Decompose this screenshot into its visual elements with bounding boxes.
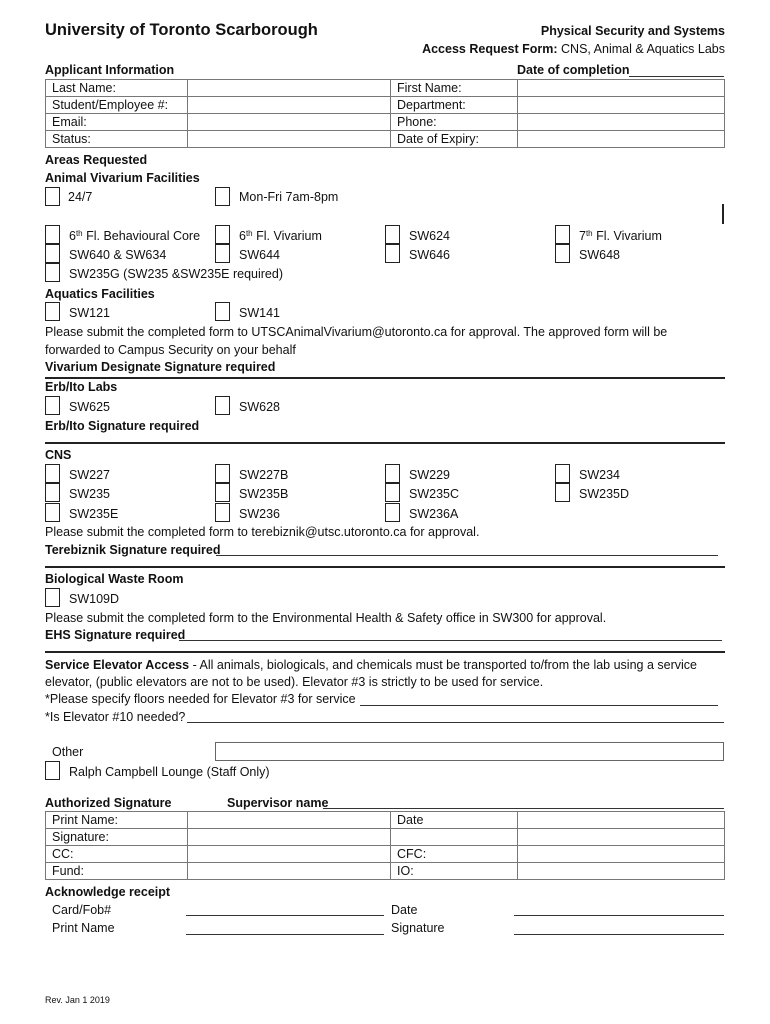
ack-signature-field[interactable] (514, 922, 724, 935)
vivarium-7-label (579, 230, 662, 244)
table-row (46, 131, 725, 148)
cfc-label: CFC: (391, 846, 518, 863)
checkbox-sw624[interactable] (385, 225, 400, 244)
status-label: Status: (46, 131, 188, 148)
checkbox-6th-vivarium[interactable] (215, 225, 230, 244)
bio-submit-text: Please submit the completed form to the Environmental Health & Safety office in SW300 for approval. (45, 611, 607, 625)
applicant-heading: Applicant Information (45, 63, 175, 77)
behavioural-core-label (69, 230, 200, 244)
department-field[interactable] (518, 97, 725, 114)
viv7-num: 7 (579, 229, 586, 243)
animal-heading: Animal Vivarium Facilities (45, 171, 200, 185)
vivarium-submit-line1: Please submit the completed form to UTSCAnimalVivarium@utoronto.ca for approval. The approved form will be (45, 325, 668, 339)
elevator3-question: *Please specify floors needed for Elevator #3 for service (45, 692, 356, 706)
supervisor-field[interactable] (323, 796, 724, 809)
checkbox-sw235g[interactable] (45, 263, 60, 282)
sw628-label: SW628 (239, 400, 280, 414)
divider (45, 651, 725, 653)
checkbox-sw644[interactable] (215, 244, 230, 263)
phone-field[interactable] (518, 114, 725, 131)
other-label: Other (52, 745, 84, 759)
authorized-heading: Authorized Signature (45, 796, 172, 810)
ack-date-label: Date (391, 903, 418, 917)
cc-field[interactable] (188, 846, 391, 863)
elevator10-question: *Is Elevator #10 needed? (45, 710, 186, 724)
checkbox-sw236a[interactable] (385, 503, 400, 522)
terebiznik-signature-field[interactable] (216, 543, 718, 556)
text-cursor (722, 204, 724, 224)
date-completion-label: Date of completion (517, 63, 630, 77)
sw646-label: SW646 (409, 248, 450, 262)
department-title: Physical Security and Systems (540, 24, 725, 38)
erb-signature-label: Erb/Ito Signature required (45, 419, 200, 433)
university-title: University of Toronto Scarborough (45, 21, 318, 39)
status-field[interactable] (188, 131, 391, 148)
form-title-bold: Access Request Form: (422, 42, 558, 56)
viv7-rest: Fl. Vivarium (592, 229, 662, 243)
elevator-line1-rest: - All animals, biologicals, and chemicals must be transported to/from the lab using a service (189, 658, 697, 672)
opt-247-label: 24/7 (68, 190, 93, 204)
table-row (46, 80, 725, 97)
divider (45, 377, 725, 379)
terebiznik-signature-label: Terebiznik Signature required (45, 543, 221, 557)
cns-submit-text: Please submit the completed form to terebiznik@utsc.utoronto.ca for approval. (45, 525, 480, 539)
divider (45, 566, 725, 568)
divider (45, 442, 725, 444)
table-row (46, 846, 725, 863)
checkbox-7th-vivarium[interactable] (555, 225, 570, 244)
behav-rest: Fl. Behavioural Core (82, 229, 201, 243)
expiry-label: Date of Expiry: (391, 131, 518, 148)
sw227b-label: SW227B (239, 468, 289, 482)
checkbox-sw227[interactable] (45, 464, 60, 483)
phone-label: Phone: (391, 114, 518, 131)
sw625-label: SW625 (69, 400, 110, 414)
sw109d-label: SW109D (69, 592, 120, 606)
checkbox-sw235b[interactable] (215, 483, 230, 502)
viv6-num: 6 (239, 229, 246, 243)
table-row (46, 97, 725, 114)
ack-print-name-label: Print Name (52, 921, 115, 935)
vivarium-6-label (239, 230, 322, 244)
checkbox-sw234[interactable] (555, 464, 570, 483)
ack-heading: Acknowledge receipt (45, 885, 171, 899)
table-row (46, 829, 725, 846)
checkbox-behavioural-core[interactable] (45, 225, 60, 244)
sw236-label: SW236 (239, 507, 280, 521)
sw235g-label: SW235G (SW235 &SW235E required) (69, 267, 283, 281)
vivarium-signature-label: Vivarium Designate Signature required (45, 360, 276, 374)
fund-label: Fund: (46, 863, 188, 880)
student-number-field[interactable] (188, 97, 391, 114)
viv6-sup: th (245, 229, 253, 238)
checkbox-247[interactable] (45, 187, 60, 206)
viv6-rest: Fl. Vivarium (252, 229, 322, 243)
sw648-label: SW648 (579, 248, 620, 262)
auth-date-field[interactable] (518, 812, 725, 829)
opt-monfri-label: Mon-Fri 7am-8pm (239, 190, 339, 204)
ehs-signature-field[interactable] (179, 628, 722, 641)
elevator10-field[interactable] (187, 710, 724, 723)
expiry-field[interactable] (518, 131, 725, 148)
ack-signature-label: Signature (391, 921, 445, 935)
date-completion-field[interactable] (629, 64, 724, 77)
cc-label: CC: (46, 846, 188, 863)
email-field[interactable] (188, 114, 391, 131)
vivarium-submit-line2: forwarded to Campus Security on your behalf (45, 343, 296, 357)
checkbox-sw628[interactable] (215, 396, 230, 415)
print-name-field[interactable] (188, 812, 391, 829)
checkbox-sw109d[interactable] (45, 588, 60, 607)
sw234-label: SW234 (579, 468, 620, 482)
sw235c-label: SW235C (409, 487, 460, 501)
last-name-field[interactable] (188, 80, 391, 97)
aquatics-heading: Aquatics Facilities (45, 287, 155, 301)
table-row (46, 863, 725, 880)
checkbox-sw121[interactable] (45, 302, 60, 321)
cns-heading: CNS (45, 448, 72, 462)
ack-print-name-field[interactable] (186, 922, 384, 935)
sw141-label: SW141 (239, 306, 280, 320)
blank-label (391, 829, 518, 846)
form-title (422, 43, 725, 57)
checkbox-sw235c[interactable] (385, 483, 400, 502)
card-label: Card/Fob# (52, 903, 112, 917)
elevator-line2: elevator, (public elevators are not to be used). Elevator #3 is strictly to be used for service. (45, 675, 544, 689)
first-name-label: First Name: (391, 80, 518, 97)
fund-field[interactable] (188, 863, 391, 880)
student-number-label: Student/Employee #: (46, 97, 188, 114)
checkbox-monfri[interactable] (215, 187, 230, 206)
checkbox-lounge[interactable] (45, 761, 60, 780)
form-title-rest: CNS, Animal & Aquatics Labs (557, 42, 725, 56)
viv7-sup: th (585, 229, 593, 238)
bio-heading: Biological Waste Room (45, 572, 184, 586)
erb-heading: Erb/Ito Labs (45, 380, 118, 394)
areas-heading: Areas Requested (45, 153, 148, 167)
authorized-table (45, 811, 725, 880)
checkbox-sw235d[interactable] (555, 483, 570, 502)
blank-field[interactable] (518, 829, 725, 846)
table-row (46, 812, 725, 829)
auth-date-label: Date (391, 812, 518, 829)
sw640-label: SW640 & SW634 (69, 248, 167, 262)
elevator-bold: Service Elevator Access (45, 658, 190, 672)
behav-num: 6 (69, 229, 76, 243)
department-label: Department: (391, 97, 518, 114)
sw235-label: SW235 (69, 487, 110, 501)
sw229-label: SW229 (409, 468, 450, 482)
sw235b-label: SW235B (239, 487, 289, 501)
checkbox-sw227b[interactable] (215, 464, 230, 483)
card-field[interactable] (186, 903, 384, 916)
checkbox-sw235[interactable] (45, 483, 60, 502)
sw235e-label: SW235E (69, 507, 119, 521)
checkbox-sw625[interactable] (45, 396, 60, 415)
first-name-field[interactable] (518, 80, 725, 97)
behav-sup: th (75, 229, 83, 238)
io-label: IO: (391, 863, 518, 880)
elevator3-field[interactable] (360, 693, 718, 706)
signature-label: Signature: (46, 829, 188, 846)
cfc-field[interactable] (518, 846, 725, 863)
supervisor-label: Supervisor name (227, 796, 329, 810)
sw624-label: SW624 (409, 229, 450, 243)
sw121-label: SW121 (69, 306, 110, 320)
last-name-label: Last Name: (46, 80, 188, 97)
io-field[interactable] (518, 863, 725, 880)
checkbox-sw229[interactable] (385, 464, 400, 483)
revision-date: Rev. Jan 1 2019 (45, 995, 110, 1005)
checkbox-sw235e[interactable] (45, 503, 60, 522)
lounge-label: Ralph Campbell Lounge (Staff Only) (69, 765, 270, 779)
checkbox-sw648[interactable] (555, 244, 570, 263)
ehs-signature-label: EHS Signature required (45, 628, 186, 642)
checkbox-sw646[interactable] (385, 244, 400, 263)
checkbox-sw236[interactable] (215, 503, 230, 522)
signature-field[interactable] (188, 829, 391, 846)
sw227-label: SW227 (69, 468, 110, 482)
sw236a-label: SW236A (409, 507, 459, 521)
table-row (46, 114, 725, 131)
other-field[interactable] (215, 742, 724, 761)
applicant-table (45, 79, 725, 148)
elevator-line1 (45, 659, 697, 673)
sw235d-label: SW235D (579, 487, 630, 501)
checkbox-sw141[interactable] (215, 302, 230, 321)
sw644-label: SW644 (239, 248, 280, 262)
ack-date-field[interactable] (514, 903, 724, 916)
email-label: Email: (46, 114, 188, 131)
checkbox-sw640[interactable] (45, 244, 60, 263)
print-name-label: Print Name: (46, 812, 188, 829)
